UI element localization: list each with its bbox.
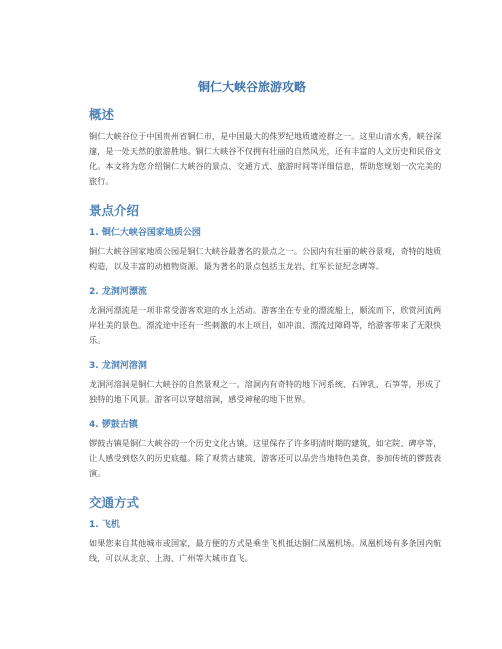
transport-paragraph-plane: 如果您来自其他城市或国家，最方便的方式是乘坐飞机抵达铜仁凤凰机场。凤凰机场有多条国内航线，可以从北京、上海、广州等大城市直飞。 bbox=[89, 538, 442, 563]
document-title: 铜仁大峡谷旅游攻略 bbox=[197, 80, 306, 94]
attraction-heading-geopark: 1. 铜仁大峡谷国家地质公园 bbox=[89, 228, 201, 238]
section-heading-attractions: 景点介绍 bbox=[89, 203, 140, 218]
attraction-paragraph-rafting: 龙洞河漂流是一项非常受游客欢迎的水上活动。游客坐在专业的漂流船上，顺流而下，欣赏河流两岸壮美的景色。漂流途中还有一些刺激的水上项目，如冲浪、漂流过障碍等，给游客带来了无限快乐。 bbox=[89, 305, 442, 345]
attraction-heading-luogu-town: 4. 锣鼓古镇 bbox=[89, 420, 138, 430]
attraction-heading-rafting: 2. 龙洞河漂流 bbox=[89, 287, 147, 297]
attraction-paragraph-geopark: 铜仁大峡谷国家地质公园是铜仁大峡谷最著名的景点之一。公园内有壮丽的峡谷景观，奇特的地质构造，以及丰富的动植物资源。最为著名的景点包括玉龙岩、红军长征纪念碑等。 bbox=[89, 246, 442, 271]
section-heading-overview: 概述 bbox=[89, 107, 115, 122]
transport-heading-plane: 1. 飞机 bbox=[89, 520, 120, 530]
overview-paragraph: 铜仁大峡谷位于中国贵州省铜仁市，是中国最大的侏罗纪地质遗迹群之一。这里山清水秀，峡谷深邃，是一处天然的旅游胜地。铜仁大峡谷不仅拥有壮丽的自然风光，还有丰富的人文历史和民俗文化。本文将为您介绍铜仁大峡谷的景点、交通方式、旅游时间等详细信息，帮助您规划一次完美的旅行。 bbox=[89, 131, 442, 186]
section-heading-transport: 交通方式 bbox=[89, 495, 140, 510]
attraction-paragraph-cave: 龙洞河溶洞是铜仁大峡谷的自然景观之一。溶洞内有奇特的地下河系统、石钟乳、石笋等，形成了独特的地下风景。游客可以穿越溶洞，感受神秘的地下世界。 bbox=[89, 379, 442, 404]
attraction-heading-cave: 3. 龙洞河溶洞 bbox=[89, 361, 147, 371]
attraction-paragraph-luogu-town: 锣鼓古镇是铜仁大峡谷的一个历史文化古镇。这里保存了许多明清时期的建筑，如宅院、碑亭等，让人感受到悠久的历史底蕴。除了观赏古建筑，游客还可以品尝当地特色美食，参加传统的锣鼓表演。 bbox=[89, 438, 442, 478]
